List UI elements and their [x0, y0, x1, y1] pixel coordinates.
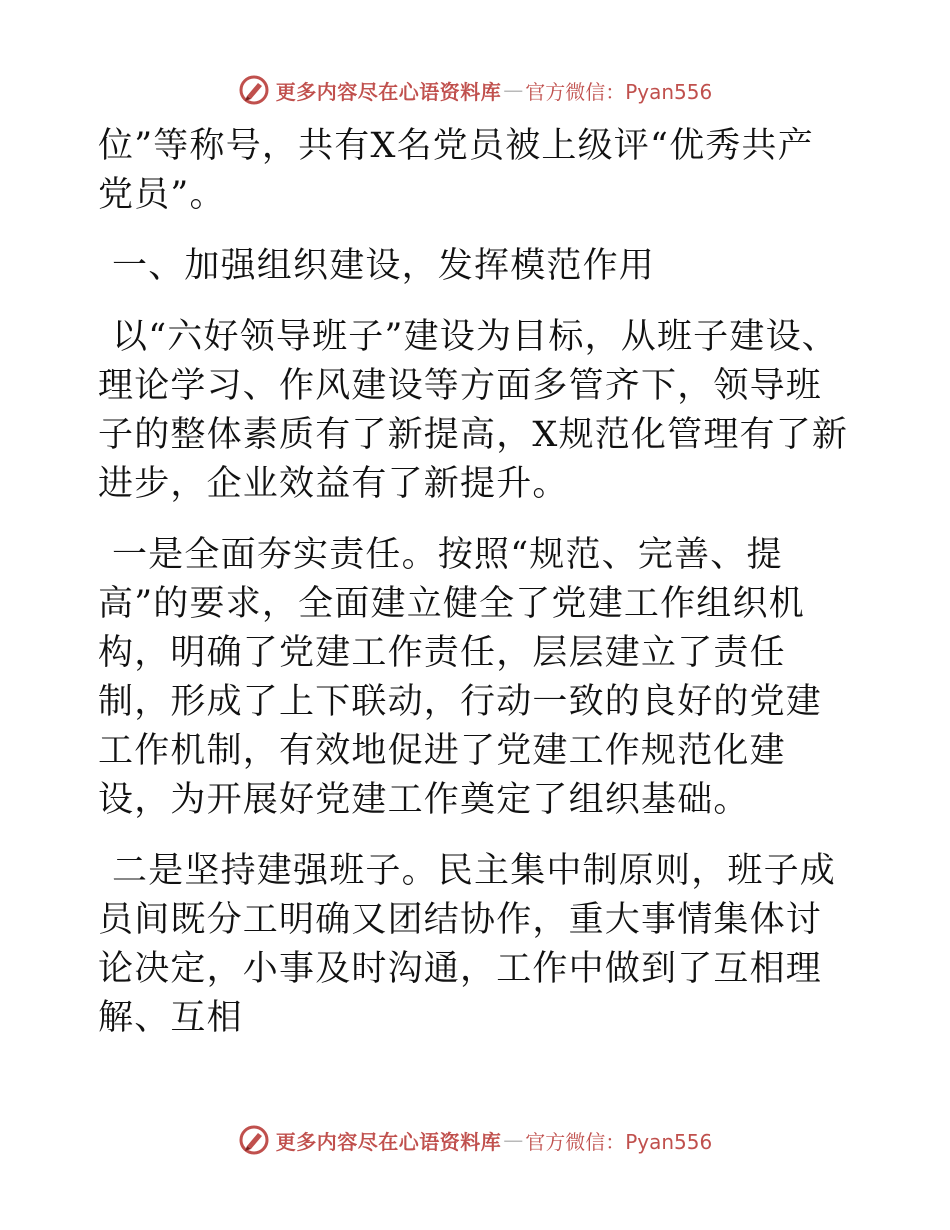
watermark-text: 更多内容尽在心语资料库 — [275, 79, 502, 104]
pen-logo-icon — [238, 74, 270, 106]
footer-watermark — [0, 1120, 950, 1160]
watermark-wechat: 官方微信：Pyan556 — [525, 79, 713, 104]
paragraph-responsibility: 一是全面夯实责任。按照“规范、完善、提高”的要求，全面建立健全了党建工作组织机构，明确了党建工作责任，层层建立了责任制，形成了上下联动，行动一致的良好的党建工作机制，有效地促进了党建工作规范化建设，为开展好党建工作奠定了组织基础。 — [98, 535, 823, 820]
header-watermark — [0, 70, 950, 110]
document-body — [98, 122, 850, 1043]
section-heading: 一、加强组织建设，发挥模范作用 — [112, 246, 656, 286]
paragraph-leadership: 二是坚持建强班子。民主集中制原则，班子成员间既分工明确又团结协作，重大事情集体讨论决定，小事及时沟通，工作中做到了互相理解、互相 — [98, 851, 837, 1038]
watermark-separator: — — [503, 1128, 524, 1152]
watermark-separator: — — [503, 78, 524, 102]
watermark-wechat: 官方微信：Pyan556 — [525, 1129, 713, 1154]
pen-logo-icon — [238, 1124, 270, 1156]
paragraph-intro: 以“六好领导班子”建设为目标，从班子建设、理论学习、作风建设等方面多管齐下，领导班子的整体素质有了新提高，X规范化管理有了新进步，企业效益有了新提升。 — [98, 317, 849, 504]
paragraph-continuation: 位”等称号，共有X名党员被上级评“优秀共产党员”。 — [98, 126, 814, 215]
watermark-text: 更多内容尽在心语资料库 — [275, 1129, 502, 1154]
